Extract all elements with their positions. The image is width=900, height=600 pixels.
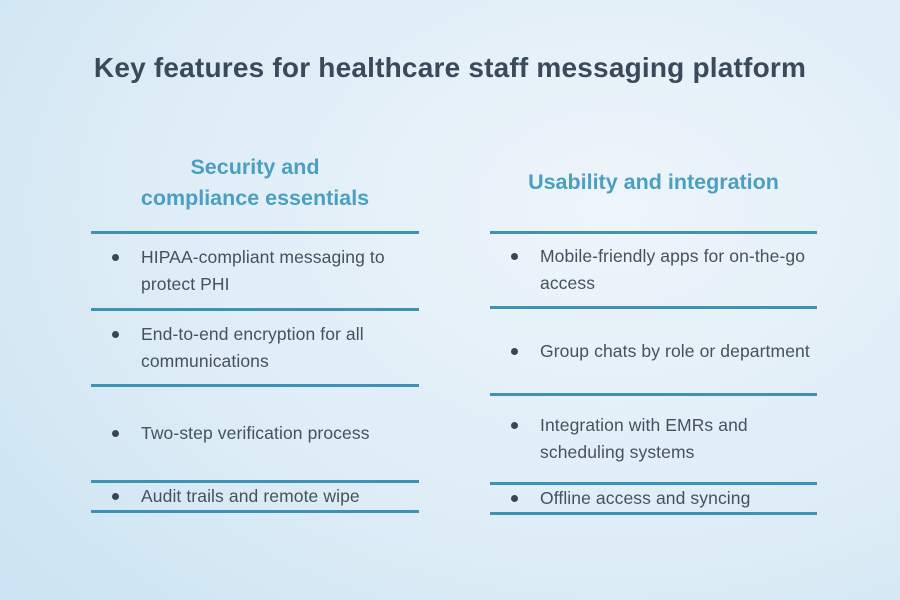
list-item-content [91,244,419,298]
bullet-icon [112,493,119,500]
list-item-content [490,485,750,512]
column-heading-security [91,135,419,234]
column-heading-usability [490,135,817,234]
list-item-content [490,412,817,466]
bullet-icon [112,331,119,338]
columns-container [91,135,900,515]
bullet-icon [112,254,119,261]
column-heading-security-line1: Security and [190,154,320,179]
bullet-icon [511,348,518,355]
list-item-content [91,321,419,375]
page-title: Key features for healthcare staff messaging platform [93,52,807,83]
column-heading-security-line2: compliance essentials [140,186,370,210]
item-text: HIPAA-compliant messaging to protect PHI [141,247,385,294]
column-usability [490,135,817,515]
bullet-icon [511,495,518,502]
list-item [91,387,419,483]
list-item [490,396,817,485]
column-heading-usability-line1: Usability and integration [528,170,779,195]
list-item-content [91,483,360,510]
bullet-icon [511,253,518,260]
item-text: Audit trails and remote wipe [141,486,360,506]
column-security [91,135,419,515]
list-item [490,485,817,515]
list-item-content [490,338,810,365]
list-item-content [490,243,817,297]
list-item-content [91,420,370,447]
item-text: Integration with EMRs and scheduling systems [540,415,748,462]
list-item [91,311,419,387]
list-item [91,234,419,311]
item-text: Two-step verification process [141,423,370,443]
item-text: Group chats by role or department [540,340,810,361]
bullet-icon [511,422,518,429]
item-text: Mobile-friendly apps for on-the-go access [540,246,806,293]
list-item [490,309,817,396]
list-item [490,234,817,309]
bullet-icon [112,430,119,437]
list-item [91,483,419,513]
item-text: End-to-end encryption for all communications [141,323,364,371]
item-text: Offline access and syncing [540,488,751,508]
